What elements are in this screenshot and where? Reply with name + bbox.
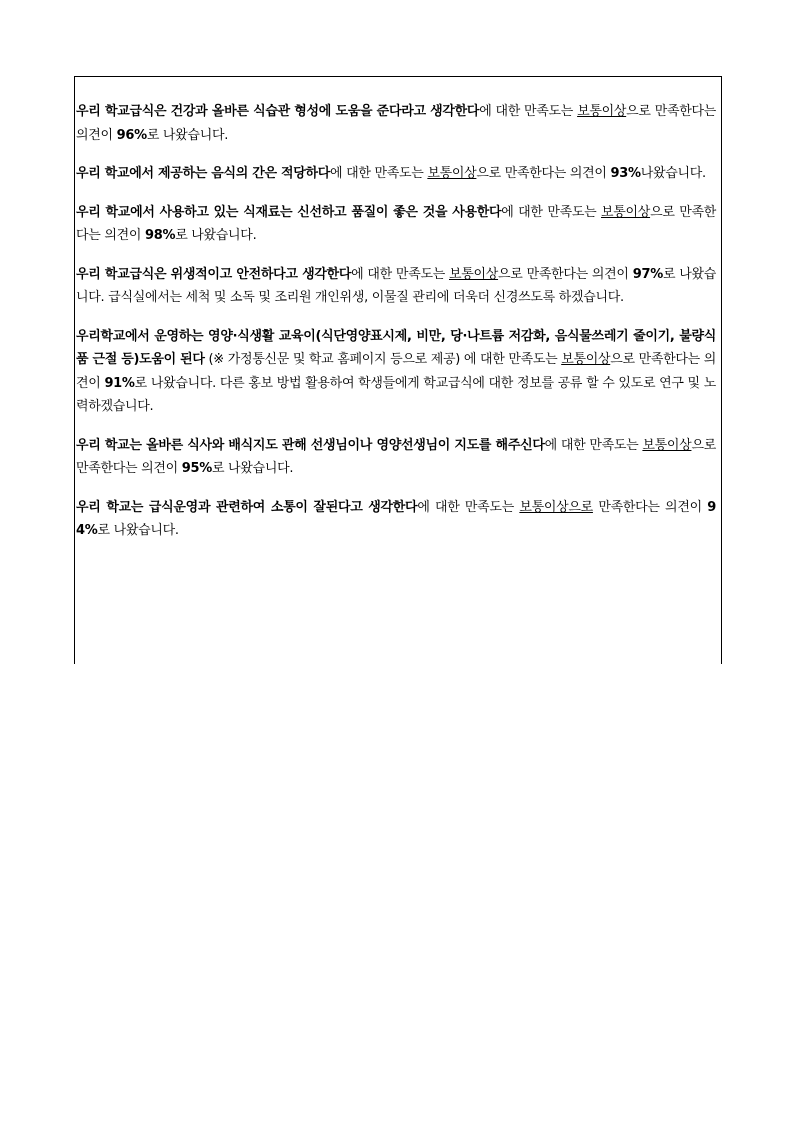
paragraph-text: 나왔습니다. <box>640 166 706 181</box>
satisfaction-level: 보통이상 <box>427 166 477 181</box>
survey-results-body <box>76 100 716 558</box>
satisfaction-level: 보통이상 <box>449 266 499 282</box>
paragraph-text: 에 대한 만족도는 <box>417 499 520 515</box>
result-paragraph-3 <box>76 201 716 248</box>
survey-question: 우리학교에서 운영하는 영양·식생활 교육이(식단영양표시제, 비만, 당·나트륨 저감화, 음식물쓰레기 줄이기, 불량식품 근절 등)도움이 된다 <box>76 328 716 367</box>
paragraph-text: 에 대한 만족도는 <box>351 266 449 282</box>
satisfaction-level: 보통이상으로 <box>519 499 593 515</box>
survey-question: 우리 학교에서 제공하는 음식의 간은 적당하다 <box>76 166 331 181</box>
survey-question: 우리 학교에서 사용하고 있는 식재료는 신선하고 품질이 좋은 것을 사용한다 <box>76 204 502 220</box>
paragraph-text: 로 나왔습니다. 다른 홍보 방법 활용하여 학생들에게 학교급식에 대한 정보를 공류 할 수 있도로 연구 및 노력하겠습니다. <box>76 375 716 414</box>
result-paragraph-1 <box>76 100 716 147</box>
satisfaction-percent: 97% <box>632 266 663 282</box>
satisfaction-level: 보통이상 <box>642 437 692 453</box>
paragraph-text: 에 대한 만족도는 <box>544 437 643 453</box>
paragraph-text: 로 나왔습니다. <box>175 228 257 243</box>
paragraph-text: 으로 만족한다는 의견이 <box>76 104 716 143</box>
satisfaction-percent: 91% <box>104 375 135 391</box>
satisfaction-percent: 95% <box>181 461 212 476</box>
paragraph-text: 로 나왔습니다. 급식실에서는 세척 및 소독 및 조리원 개인위생, 이물질 관리에 더욱더 신경쓰도록 하겠습니다. <box>76 266 716 305</box>
result-paragraph-5 <box>76 325 716 419</box>
survey-question: 우리 학교급식은 건강과 올바른 식습관 형성에 도움을 준다라고 생각한다 <box>76 104 480 119</box>
paragraph-text: 로 나왔습니다. <box>211 461 294 476</box>
survey-question: 우리 학교급식은 위생적이고 안전하다고 생각한다 <box>76 266 352 282</box>
paragraph-text: 로 나왔습니다. <box>146 127 229 143</box>
paragraph-text: 로 나왔습니다. <box>97 523 179 538</box>
satisfaction-level: 보통이상 <box>601 204 651 220</box>
paragraph-text: 으로 만족한다는 의견이 <box>76 204 716 243</box>
paragraph-text: 에 대한 만족도는 <box>479 104 578 119</box>
result-paragraph-2 <box>76 162 716 186</box>
result-paragraph-4 <box>76 263 716 310</box>
satisfaction-percent: 93% <box>610 166 641 181</box>
paragraph-text: 에 대한 만족도는 <box>501 204 602 220</box>
survey-question: 우리 학교는 급식운영과 관련하여 소통이 잘된다고 생각한다 <box>76 499 418 515</box>
paragraph-text: (※ 가정통신문 및 학교 홈페이지 등으로 제공) 에 대한 만족도는 <box>204 352 562 367</box>
survey-question: 우리 학교는 올바른 식사와 배식지도 관해 선생님이나 영양선생님이 지도를 해주신다 <box>76 437 545 453</box>
result-paragraph-6 <box>76 434 716 481</box>
paragraph-text: 만족한다는 의견이 <box>592 499 708 515</box>
satisfaction-percent: 94% <box>76 499 716 538</box>
paragraph-text: 으로 만족한다는 의견이 <box>476 166 611 181</box>
paragraph-text: 으로 만족한다는 의견이 <box>76 352 716 391</box>
paragraph-text: 으로 만족한다는 의견이 <box>498 266 633 282</box>
result-paragraph-7 <box>76 496 716 543</box>
paragraph-text: 으로 만족한다는 의견이 <box>76 437 716 476</box>
satisfaction-level: 보통이상 <box>577 104 627 119</box>
paragraph-text: 에 대한 만족도는 <box>330 166 428 181</box>
satisfaction-percent: 96% <box>116 127 147 143</box>
satisfaction-level: 보통이상 <box>561 352 611 367</box>
satisfaction-percent: 98% <box>144 228 176 243</box>
